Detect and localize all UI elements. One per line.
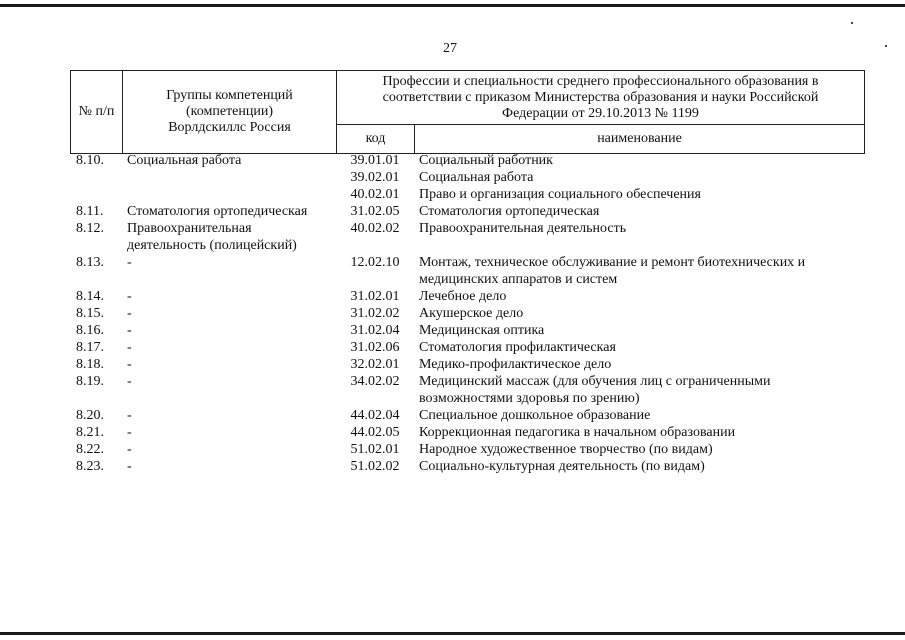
row-num: 8.19.	[76, 374, 104, 389]
row-name: Народное художественное творчество (по видам)	[419, 442, 713, 457]
row-group: Социальная работа	[127, 153, 242, 168]
row-num: 8.18.	[76, 357, 104, 372]
table-row	[70, 186, 864, 203]
table-row	[70, 254, 864, 288]
row-name: Медицинский массаж (для обучения лиц с ограниченными возможностями здоровья по зрению)	[419, 374, 771, 406]
row-num: 8.12.	[76, 221, 104, 236]
row-name: Социально-культурная деятельность (по видам)	[419, 459, 705, 474]
row-num	[70, 169, 122, 186]
table-row	[70, 322, 864, 339]
row-group	[122, 186, 336, 203]
table-row	[70, 458, 864, 475]
row-name: Акушерское дело	[419, 306, 524, 321]
row-group: -	[127, 459, 132, 474]
row-num: 8.15.	[76, 306, 104, 321]
row-num: 8.22.	[76, 442, 104, 457]
row-group: -	[127, 425, 132, 440]
row-num: 8.17.	[76, 340, 104, 355]
row-group: -	[127, 357, 132, 372]
scan-speck	[851, 22, 853, 24]
row-num: 8.16.	[76, 323, 104, 338]
row-name: Правоохранительная деятельность	[419, 221, 627, 236]
row-group: -	[127, 340, 132, 355]
table-row	[70, 203, 864, 220]
row-name: Коррекционная педагогика в начальном образовании	[419, 425, 736, 440]
row-code: 44.02.04	[350, 408, 400, 423]
row-code: 31.02.01	[350, 289, 400, 304]
row-group: -	[127, 374, 132, 389]
row-group: Стоматология ортопедическая	[127, 204, 308, 219]
bottom-scan-border	[0, 632, 905, 635]
header-code: код	[337, 125, 415, 154]
row-num: 8.21.	[76, 425, 104, 440]
row-code: 39.02.01	[350, 170, 400, 185]
row-group: -	[127, 408, 132, 423]
row-name: Специальное дошкольное образование	[419, 408, 651, 423]
row-num: 8.14.	[76, 289, 104, 304]
row-code: 39.01.01	[350, 153, 400, 168]
row-name: Социальный работник	[419, 153, 553, 168]
table-row	[70, 441, 864, 458]
row-name: Стоматология профилактическая	[419, 340, 616, 355]
data-table	[70, 152, 864, 475]
row-num: 8.20.	[76, 408, 104, 423]
row-num	[70, 186, 122, 203]
header-name: наименование	[415, 125, 865, 154]
table-row	[70, 305, 864, 322]
row-code: 31.02.05	[350, 204, 400, 219]
row-name: Лечебное дело	[419, 289, 507, 304]
scan-speck	[885, 45, 887, 47]
table-body	[70, 152, 864, 475]
row-group	[122, 169, 336, 186]
row-code: 31.02.02	[350, 306, 400, 321]
page-number: 27	[443, 41, 457, 56]
row-name: Монтаж, техническое обслуживание и ремонт биотехнических и медицинских аппаратов и систем	[419, 255, 806, 287]
table-row	[70, 356, 864, 373]
table-row	[70, 339, 864, 356]
table-row	[70, 373, 864, 407]
row-code: 34.02.02	[350, 374, 400, 389]
top-scan-border	[0, 4, 905, 7]
table-row	[70, 407, 864, 424]
row-name: Социальная работа	[419, 170, 534, 185]
table-row	[70, 288, 864, 305]
table-header	[70, 70, 865, 154]
row-group: Правоохранительная деятельность (полицейский)	[127, 221, 297, 253]
row-name: Медицинская оптика	[419, 323, 545, 338]
row-code: 40.02.02	[350, 221, 400, 236]
row-name: Стоматология ортопедическая	[419, 204, 600, 219]
row-group: -	[127, 323, 132, 338]
table-row	[70, 169, 864, 186]
row-code: 31.02.04	[350, 323, 400, 338]
row-code: 12.02.10	[350, 255, 400, 270]
table-row	[70, 220, 864, 254]
row-code: 44.02.05	[350, 425, 400, 440]
row-num: 8.10.	[76, 153, 104, 168]
row-group: -	[127, 306, 132, 321]
header-num: № п/п	[71, 71, 123, 154]
row-code: 51.02.01	[350, 442, 400, 457]
row-name: Право и организация социального обеспечения	[419, 187, 701, 202]
header-groups: Группы компетенций (компетенции) Ворлдскиллс Россия	[123, 71, 337, 154]
table-row	[70, 424, 864, 441]
row-code: 51.02.02	[350, 459, 400, 474]
row-code: 31.02.06	[350, 340, 400, 355]
row-num: 8.11.	[76, 204, 104, 219]
row-code: 40.02.01	[350, 187, 400, 202]
row-group: -	[127, 289, 132, 304]
table-row	[70, 152, 864, 169]
row-num: 8.13.	[76, 255, 104, 270]
header-professions: Профессии и специальности среднего профессионального образования в соответствии с приказом Министерства образования и науки Российской Федерации от 29.10.2013 № 1199	[337, 71, 865, 125]
row-group: -	[127, 442, 132, 457]
row-name: Медико-профилактическое дело	[419, 357, 612, 372]
row-group: -	[127, 255, 132, 270]
row-code: 32.02.01	[350, 357, 400, 372]
row-num: 8.23.	[76, 459, 104, 474]
